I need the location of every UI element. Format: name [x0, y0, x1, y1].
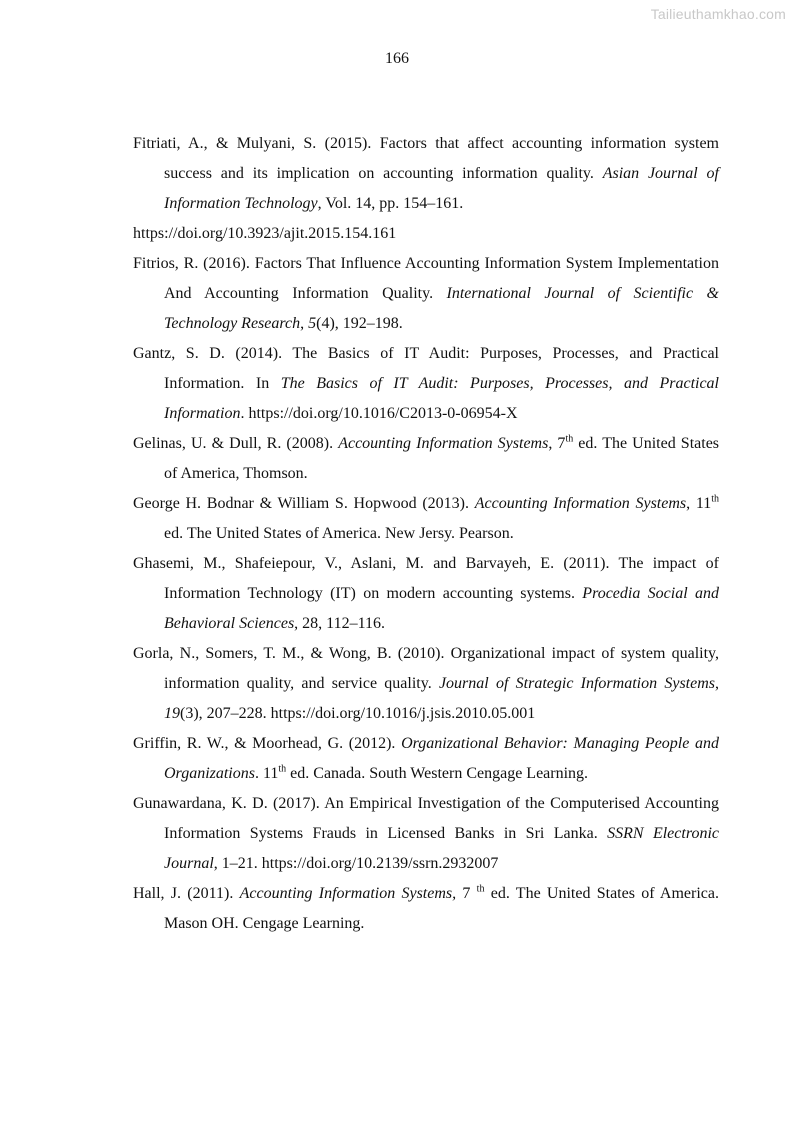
reference-entry: Hall, J. (2011). Accounting Information Systems, 7 $^{th}$ ed. The United States of America. Mason OH. Cengage Learning.: [133, 883, 720, 932]
doi-link[interactable]: https://doi.org/10.3923/ajit.2015.154.161: [133, 225, 397, 242]
reference-list: [133, 129, 719, 939]
reference-entry: Griffin, R. W., & Moorhead, G. (2012). Organizational Behavior: Managing People and Organizations. 11th ed. Canada. South Western Cengage Learning.: [133, 735, 719, 782]
reference-entry: Gelinas, U. & Dull, R. (2008). Accounting Information Systems, 7th ed. The United States of America, Thomson.: [133, 433, 720, 482]
reference-entry: George H. Bodnar & William S. Hopwood (2013). Accounting Information Systems, 11th ed. The United States of America. New Jersy. Pearson.: [133, 493, 720, 542]
reference-entry: Gorla, N., Somers, T. M., & Wong, B. (2010). Organizational impact of system quality, information quality, and service quality. Journal of Strategic Information Systems, 19(3), 207–228. https://doi.org/10.1016/j.jsis.2010.05.001: [133, 645, 719, 722]
reference-entry: Ghasemi, M., Shafeiepour, V., Aslani, M. and Barvayeh, E. (2011). The impact of Information Technology (IT) on modern accounting systems. Procedia Social and Behavioral Sciences, 28, 112–116.: [133, 555, 720, 632]
reference-entry: Gantz, S. D. (2014). The Basics of IT Audit: Purposes, Processes, and Practical Information. In The Basics of IT Audit: Purposes, Processes, and Practical Information. https://doi.org/10.1016/C2013-0-06954-X: [133, 345, 720, 422]
watermark: Tailieuthamkhao.com: [650, 6, 786, 22]
reference-entry: Fitrios, R. (2016). Factors That Influence Accounting Information System Implementation And Accounting Information Quality. International Journal of Scientific & Technology Research, 5(4), 192–198.: [133, 255, 719, 332]
reference-entry: Fitriati, A., & Mulyani, S. (2015). Factors that affect accounting information system success and its implication on accounting information quality. Asian Journal of Information Technology, Vol. 14, pp. 154–161. https://doi.org/10.3923/ajit.2015.154.161: [133, 129, 719, 249]
page-number: 166: [385, 50, 409, 67]
reference-entry: Gunawardana, K. D. (2017). An Empirical Investigation of the Computerised Accounting Information Systems Frauds in Licensed Banks in Sri Lanka. SSRN Electronic Journal, 1–21. https://doi.org/10.2139/ssrn.2932007: [133, 795, 720, 872]
